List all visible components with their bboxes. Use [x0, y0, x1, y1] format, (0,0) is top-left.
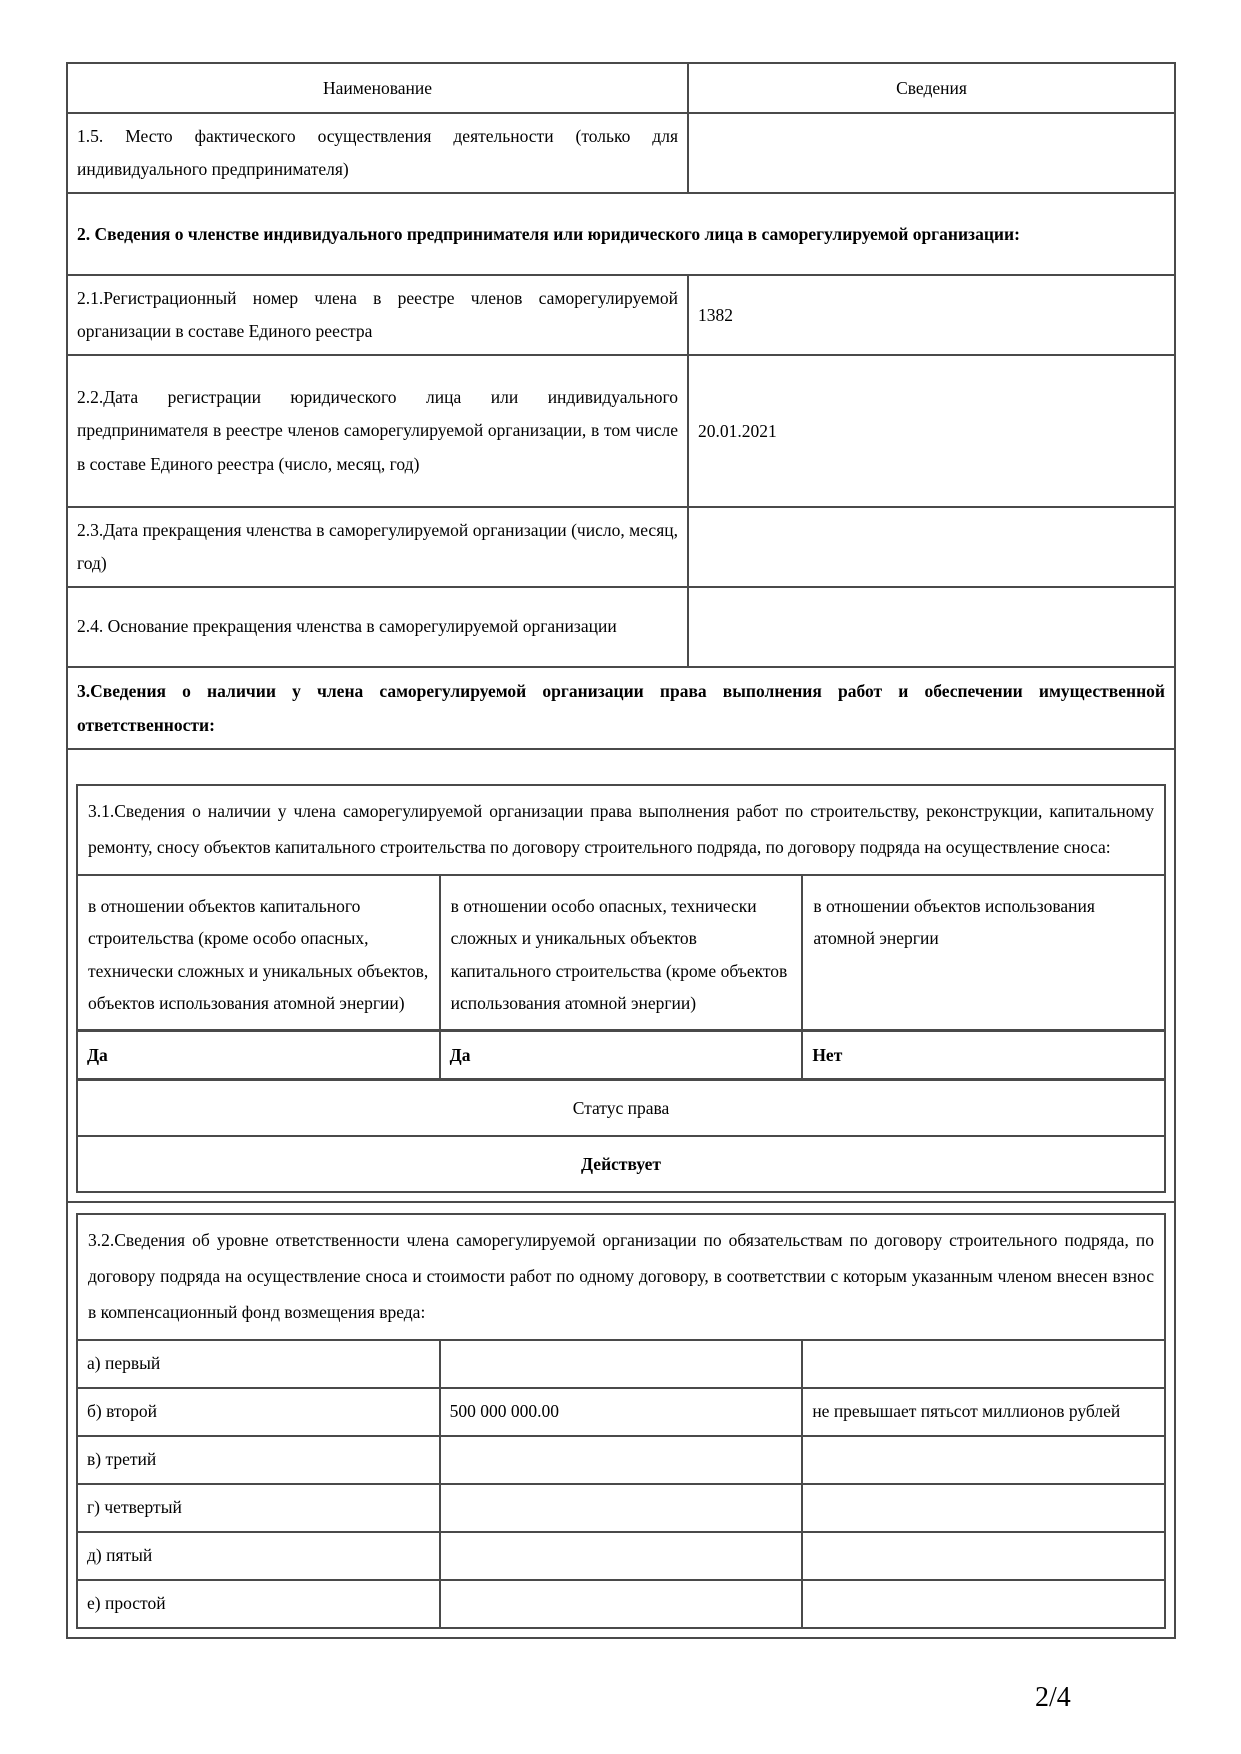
section-3-2-container-row: [67, 1202, 1175, 1638]
table-3-2: [76, 1213, 1166, 1629]
row-3-1-column-headers: [77, 875, 1165, 1031]
level-second-amount: 500 000 000.00: [440, 1388, 803, 1436]
level-row-simple: [77, 1580, 1165, 1628]
scope-capital-objects-value: Да: [77, 1031, 440, 1080]
level-fifth-amount: [440, 1532, 803, 1580]
level-first-amount: [440, 1340, 803, 1388]
row-status-label: [77, 1080, 1165, 1137]
row-2-2-label: 2.2.Дата регистрации юридического лица или индивидуального предпринимателя в реестре членов саморегулируемой организации, в том числе в составе Единого реестра (число, месяц, год): [67, 355, 688, 507]
section-2-row: [67, 193, 1175, 275]
row-2-2: [67, 355, 1175, 507]
level-simple-description: [802, 1580, 1165, 1628]
level-second-name: б) второй: [77, 1388, 440, 1436]
row-2-4-label: 2.4. Основание прекращения членства в саморегулируемой организации: [67, 587, 688, 667]
row-3-1-intro: [77, 785, 1165, 875]
level-third-amount: [440, 1436, 803, 1484]
level-second-description: не превышает пятьсот миллионов рублей: [802, 1388, 1165, 1436]
table-header-row: [67, 63, 1175, 113]
level-simple-amount: [440, 1580, 803, 1628]
level-first-name: а) первый: [77, 1340, 440, 1388]
row-3-2-intro: [77, 1214, 1165, 1340]
section-3-2-container: [67, 1202, 1175, 1638]
row-3-1-intro-text: 3.1.Сведения о наличии у члена саморегулируемой организации права выполнения работ по строительству, реконструкции, капитальному ремонту, сносу объектов капитального строительства по договору строительного подряда, по договору подряда на осуществление сноса:: [77, 785, 1165, 875]
level-row-first: [77, 1340, 1165, 1388]
level-fifth-description: [802, 1532, 1165, 1580]
status-label: Статус права: [77, 1080, 1165, 1137]
level-row-fourth: [77, 1484, 1165, 1532]
level-third-name: в) третий: [77, 1436, 440, 1484]
row-1-5-value: [688, 113, 1175, 193]
section-2-title: 2. Сведения о членстве индивидуального предпринимателя или юридического лица в саморегулируемой организации:: [67, 193, 1175, 275]
scope-hazardous-objects-header: в отношении особо опасных, технически сложных и уникальных объектов капитального строительства (кроме объектов использования атомной энергии): [440, 875, 803, 1031]
row-2-4: [67, 587, 1175, 667]
level-row-fifth: [77, 1532, 1165, 1580]
scope-hazardous-objects-value: Да: [440, 1031, 803, 1080]
header-name-column: Наименование: [67, 63, 688, 113]
level-row-second: [77, 1388, 1165, 1436]
level-row-third: [77, 1436, 1165, 1484]
level-first-description: [802, 1340, 1165, 1388]
header-details-column: Сведения: [688, 63, 1175, 113]
section-3-title: 3.Сведения о наличии у члена саморегулируемой организации права выполнения работ и обеспечении имущественной ответственности:: [67, 667, 1175, 749]
section-3-1-container-row: [67, 749, 1175, 1202]
level-fourth-amount: [440, 1484, 803, 1532]
level-third-description: [802, 1436, 1165, 1484]
level-fourth-description: [802, 1484, 1165, 1532]
level-simple-name: е) простой: [77, 1580, 440, 1628]
row-3-1-values: [77, 1031, 1165, 1080]
row-2-3-value: [688, 507, 1175, 587]
row-2-4-value: [688, 587, 1175, 667]
row-2-3-label: 2.3.Дата прекращения членства в саморегулируемой организации (число, месяц, год): [67, 507, 688, 587]
row-2-1-value: 1382: [688, 275, 1175, 355]
row-1-5: [67, 113, 1175, 193]
row-3-2-intro-text: 3.2.Сведения об уровне ответственности члена саморегулируемой организации по обязательствам по договору строительного подряда, по договору подряда на осуществление сноса и стоимости работ по одному договору, в соответствии с которым указанным членом внесен взнос в компенсационный фонд возмещения вреда:: [77, 1214, 1165, 1340]
row-2-1-label: 2.1.Регистрационный номер члена в реестре членов саморегулируемой организации в составе Единого реестра: [67, 275, 688, 355]
row-status-value: [77, 1136, 1165, 1192]
level-fifth-name: д) пятый: [77, 1532, 440, 1580]
scope-nuclear-objects-header: в отношении объектов использования атомной энергии: [802, 875, 1165, 1031]
page-number: 2/4: [1035, 1682, 1071, 1713]
row-1-5-label: 1.5. Место фактического осуществления деятельности (только для индивидуального предпринимателя): [67, 113, 688, 193]
scope-nuclear-objects-value: Нет: [802, 1031, 1165, 1080]
main-table: [66, 62, 1176, 1639]
scope-capital-objects-header: в отношении объектов капитального строительства (кроме особо опасных, технически сложных и уникальных объектов, объектов использования атомной энергии): [77, 875, 440, 1031]
section-3-row: [67, 667, 1175, 749]
row-2-1: [67, 275, 1175, 355]
row-2-3: [67, 507, 1175, 587]
document-body: [66, 62, 1176, 1639]
section-3-1-container: [67, 749, 1175, 1202]
status-value: Действует: [77, 1136, 1165, 1192]
table-3-1: [76, 784, 1166, 1193]
level-fourth-name: г) четвертый: [77, 1484, 440, 1532]
row-2-2-value: 20.01.2021: [688, 355, 1175, 507]
